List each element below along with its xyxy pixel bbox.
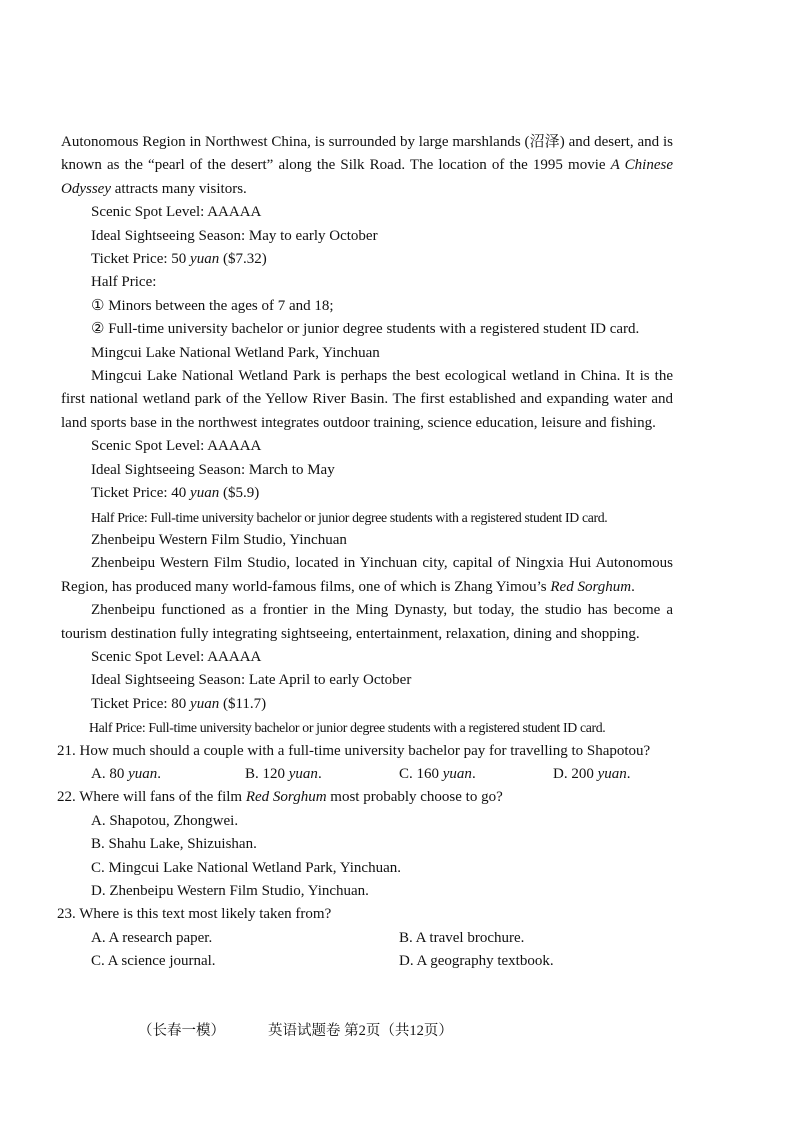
mingcui-half-price: Half Price: Full-time university bachelor or junior degree students with a registered student ID card. — [91, 509, 608, 525]
question-21-option-c[interactable] — [399, 763, 553, 786]
shapotou-intro — [61, 131, 673, 201]
option-suffix: . — [626, 765, 631, 782]
shapotou-half-price-item-2: ② Full-time university bachelor or junior degree students with a registered student ID card. — [91, 321, 640, 338]
ticket-prefix: Ticket Price: 50 — [91, 251, 191, 268]
zhenbeipu-title: Zhenbeipu Western Film Studio, Yinchuan — [91, 531, 347, 548]
shapotou-half-price-item-1: ① Minors between the ages of 7 and 18; — [91, 297, 334, 314]
ticket-unit: yuan — [190, 695, 220, 712]
zhenbeipu-description-2: Zhenbeipu functioned as a frontier in the Ming Dynasty, but today, the studio has become a tourism destination fully integrating sightseeing, entertainment, relaxation, dining and shopping. — [61, 602, 673, 642]
mingcui-ticket — [61, 482, 673, 505]
zhenbeipu-level: Scenic Spot Level: AAAAA — [91, 648, 262, 665]
page-content — [57, 131, 673, 974]
mingcui-season: Ideal Sightseeing Season: March to May — [91, 461, 335, 478]
question-22-option-a[interactable]: A. Shapotou, Zhongwei. — [91, 812, 239, 829]
question-22-stem — [57, 786, 673, 809]
option-suffix: . — [157, 765, 162, 782]
option-label: A. 80 — [91, 765, 129, 782]
ticket-prefix: Ticket Price: 80 — [91, 695, 191, 712]
film-title: Red Sorghum — [245, 789, 327, 806]
zhenbeipu-description-1 — [61, 552, 673, 599]
question-22-stem-text: 22. Where will fans of the film — [57, 789, 246, 806]
page-number: 英语试题卷 第2页（共12页） — [268, 1023, 453, 1039]
option-label: B. 120 — [245, 765, 289, 782]
question-23-option-b[interactable]: B. A travel brochure. — [399, 929, 525, 946]
zhenbeipu-desc-text: Zhenbeipu Western Film Studio, located in Yinchuan city, capital of Ningxia Hui Autonomous Region, has produced many world-famous films, one of which is Zhang Yimou’s — [61, 555, 673, 595]
option-label: D. 200 — [553, 765, 598, 782]
film-title: Red Sorghum — [550, 578, 632, 595]
option-suffix: . — [317, 765, 322, 782]
zhenbeipu-ticket — [61, 693, 673, 716]
mingcui-title: Mingcui Lake National Wetland Park, Yinchuan — [91, 344, 380, 361]
option-unit: yuan — [442, 765, 472, 782]
option-unit: yuan — [128, 765, 158, 782]
question-22-option-c[interactable]: C. Mingcui Lake National Wetland Park, Yinchuan. — [91, 859, 401, 876]
option-label: C. 160 — [399, 765, 443, 782]
shapotou-intro-text: Autonomous Region in Northwest China, is surrounded by large marshlands (沼泽) and desert, and is known as the “pearl of the desert” along the Silk Road. The location of the 1995 movie — [61, 134, 673, 174]
option-suffix: . — [471, 765, 476, 782]
ticket-prefix: Ticket Price: 40 — [91, 485, 191, 502]
mingcui-description: Mingcui Lake National Wetland Park is perhaps the best ecological wetland in China. It is the first national wetland park of the Yellow River Basin. The first established and expanding water and land sports base in the northwest integrates outdoor training, science education, leisure and fishing. — [61, 368, 673, 431]
question-23-stem: 23. Where is this text most likely taken from? — [57, 906, 332, 923]
ticket-suffix: ($11.7) — [219, 695, 267, 712]
shapotou-half-price-label: Half Price: — [91, 274, 157, 291]
movie-title: A Chinese Odyssey — [61, 157, 673, 197]
zhenbeipu-desc-end: . — [631, 578, 635, 595]
mingcui-level: Scenic Spot Level: AAAAA — [91, 438, 262, 455]
zhenbeipu-half-price: Half Price: Full-time university bachelor or junior degree students with a registered student ID card. — [89, 720, 606, 736]
shapotou-ticket — [61, 248, 673, 271]
exam-source: （长春一模） — [138, 1023, 225, 1039]
ticket-suffix: ($7.32) — [219, 251, 267, 268]
shapotou-level: Scenic Spot Level: AAAAA — [91, 204, 262, 221]
ticket-unit: yuan — [190, 251, 220, 268]
question-22-stem-end: most probably choose to go? — [326, 789, 503, 806]
shapotou-intro-text-end: attracts many visitors. — [110, 180, 247, 197]
ticket-suffix: ($5.9) — [219, 485, 260, 502]
question-23-option-a[interactable]: A. A research paper. — [91, 929, 213, 946]
question-21-stem: 21. How much should a couple with a full-time university bachelor pay for travelling to Shapotou? — [57, 742, 651, 759]
question-21-options — [61, 763, 673, 786]
shapotou-season: Ideal Sightseeing Season: May to early October — [91, 227, 378, 244]
question-23-options-row-2 — [61, 950, 673, 973]
question-21-option-b[interactable] — [245, 763, 399, 786]
option-unit: yuan — [597, 765, 627, 782]
question-21-option-a[interactable] — [91, 763, 245, 786]
question-23-option-c[interactable]: C. A science journal. — [91, 953, 216, 970]
ticket-unit: yuan — [190, 485, 220, 502]
question-22-option-d[interactable]: D. Zhenbeipu Western Film Studio, Yinchuan. — [91, 883, 369, 899]
option-unit: yuan — [288, 765, 318, 782]
question-23-options-row-1 — [61, 927, 673, 950]
question-23-option-d[interactable]: D. A geography textbook. — [399, 953, 554, 970]
question-22-option-b[interactable]: B. Shahu Lake, Shizuishan. — [91, 836, 257, 853]
question-21-option-d[interactable] — [553, 763, 703, 786]
zhenbeipu-season: Ideal Sightseeing Season: Late April to early October — [91, 672, 412, 689]
